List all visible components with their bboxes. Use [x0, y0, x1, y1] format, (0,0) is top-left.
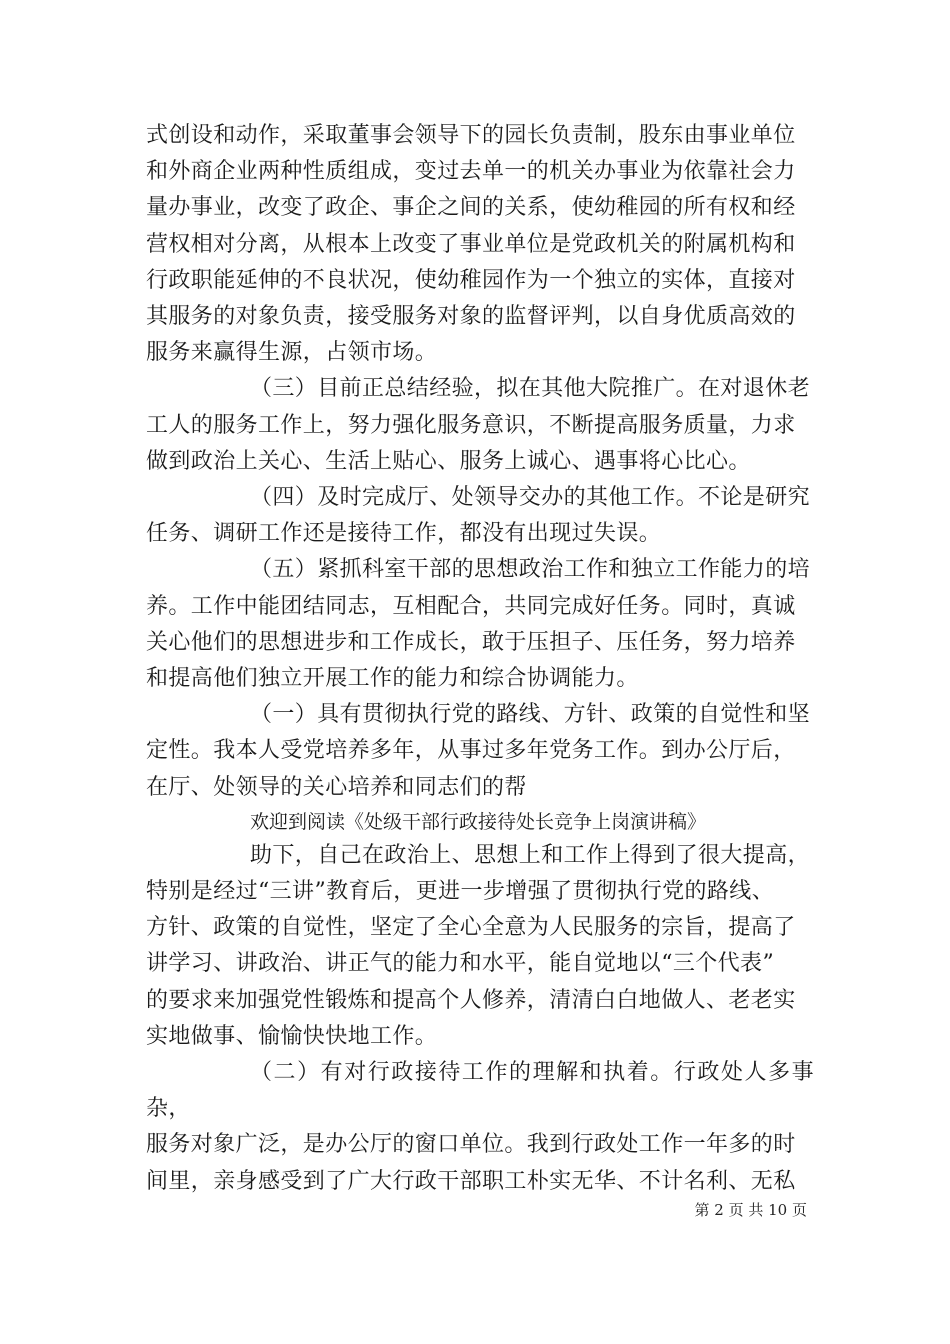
paragraph-5: （一）具有贯彻执行党的路线、方针、政策的自觉性和坚 定性。我本人受党培养多年，从事过多年党务工作。到办公厅后， 在厅、处领导的关心培养和同志们的帮: [146, 702, 811, 800]
welcome-line: 欢迎到阅读《处级干部行政接待处长竞争上岗演讲稿》: [250, 810, 707, 833]
page-number-footer: 第 2 页 共 10 页: [694, 1201, 807, 1219]
paragraph-1: 式创设和动作，采取董事会领导下的园长负责制，股东由事业单位 和外商企业两种性质组成，变过去单一的机关办事业为依靠社会力 量办事业，改变了政企、事企之间的关系，使幼稚园的所有权和经 营权相对分离，从根本上改变了事业单位是党政机关的附属机构和 行政职能延伸的不良状况，使幼稚园作为一个独立的实体，直接对 其服务的对象负责，接受服务对象的监督评判，以自身优质高效的 服务来赢得生源，占领市场。: [146, 123, 796, 366]
paragraph-2: （三）目前正总结经验，拟在其他大院推广。在对退休老 工人的服务工作上，努力强化服务意识，不断提高服务质量，力求 做到政治上关心、生活上贴心、服务上诚心、遇事将心比心。: [146, 376, 811, 474]
paragraph-3: （四）及时完成厅、处领导交办的其他工作。不论是研究 任务、调研工作还是接待工作，都没有出现过失误。: [146, 485, 811, 547]
paragraph-4: （五）紧抓科室干部的思想政治工作和独立工作能力的培 养。工作中能团结同志，互相配合，共同完成好任务。同时，真诚 关心他们的思想进步和工作成长，敢于压担子、压任务，努力培养 和提高他们独立开展工作的能力和综合协调能力。: [146, 557, 811, 692]
paragraph-6: 助下，自己在政治上、思想上和工作上得到了很大提高， 特别是经过“三讲”教育后，更进一步增强了贯彻执行党的路线、 方针、政策的自觉性，坚定了全心全意为人民服务的宗旨，提高了 讲学习、讲政治、讲正气的能力和水平，能自觉地以“三个代表” 的要求来加强党性锻炼和提高个人修养，清清白白地做人、老老实 实地做事、愉愉快快地工作。: [146, 842, 811, 1049]
paragraph-7: （二）有对行政接待工作的理解和执着。行政处人多事杂， 服务对象广泛，是办公厅的窗口单位。我到行政处工作一年多的时 间里，亲身感受到了广大行政干部职工朴实无华、不计名利、无私: [146, 1060, 814, 1194]
document-body: [146, 118, 814, 1200]
